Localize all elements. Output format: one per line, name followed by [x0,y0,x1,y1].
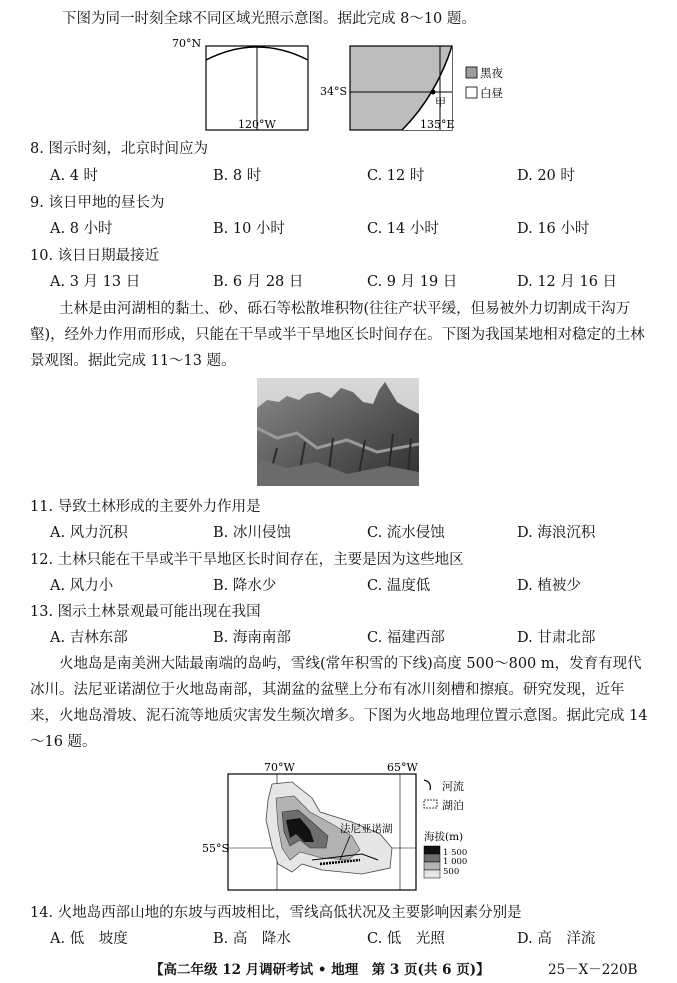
legend-lake: 湖泊 [442,799,464,812]
left-panel [172,37,308,131]
lat-55s: 55°S [202,842,230,855]
map-legend [424,779,467,878]
q12-option-a[interactable]: A. 风力小 [50,578,114,594]
q13-option-d[interactable]: D. 甘肃北部 [517,630,596,646]
illumination-figure [170,36,520,136]
lon-120w: 120°W [238,118,276,131]
lon-70w: 70°W [264,761,295,774]
page-footer: 【高二年级 12 月调研考试 • 地理 第 3 页(共 6 页)】 [150,962,490,978]
question-11-stem: 11. 导致土林形成的主要外力作用是 [30,499,261,515]
q12-option-d[interactable]: D. 植被少 [517,578,581,594]
q10-option-c[interactable]: C. 9 月 19 日 [367,274,458,290]
q14-option-b[interactable]: B. 高 降水 [213,931,291,947]
intro-8-10: 下图为同一时刻全球不同区域光照示意图。据此完成 8～10 题。 [62,11,476,27]
tierra-del-fuego-map [202,760,477,895]
q9-option-b[interactable]: B. 10 小时 [213,221,285,237]
q14-option-c[interactable]: C. 低 光照 [367,931,445,947]
q8-option-d[interactable]: D. 20 时 [517,168,575,184]
question-13-stem: 13. 图示土林景观最可能出现在我国 [30,604,261,620]
q11-option-a[interactable]: A. 风力沉积 [50,525,128,541]
lake-fagnano-label: 法尼亚诺湖 [340,823,393,835]
legend-elev-title: 海拔(m) [424,831,464,843]
q13-option-b[interactable]: B. 海南南部 [213,630,291,646]
q11-option-d[interactable]: D. 海浪沉积 [517,525,596,541]
q13-option-c[interactable]: C. 福建西部 [367,630,445,646]
q10-option-d[interactable]: D. 12 月 16 日 [517,274,618,290]
paragraph-earth-forest: 土林是由河湖相的黏土、砂、砾石等松散堆积物(往往产状平缓，但易被外力切割成干沟万壑)，经外力作用而形成，只能在干旱或半干旱地区长时间存在。下图为我国某地相对稳定的土林景观图。据此完成 11～13 题。 [30,301,645,369]
point-jia: 甲 [435,96,446,109]
q14-option-d[interactable]: D. 高 洋流 [517,931,596,947]
lon-65w: 65°W [387,761,418,774]
page-code: 25－X－220B [548,962,638,978]
legend-river: 河流 [442,780,464,793]
q9-option-a[interactable]: A. 8 小时 [50,221,113,237]
q10-option-a[interactable]: A. 3 月 13 日 [50,274,141,290]
question-14-stem: 14. 火地岛西部山地的东坡与西坡相比，雪线高低状况及主要影响因素分别是 [30,905,522,921]
q8-option-b[interactable]: B. 8 时 [213,168,262,184]
legend-elev-1000: 1 000 [443,857,468,867]
lat-70n: 70°N [172,37,202,50]
q14-option-a[interactable]: A. 低 坡度 [50,931,128,947]
legend-elev-1500: 1 500 [443,848,468,858]
q8-option-c[interactable]: C. 12 时 [367,168,425,184]
q13-option-a[interactable]: A. 吉林东部 [50,630,128,646]
q11-option-b[interactable]: B. 冰川侵蚀 [213,525,291,541]
paragraph-tierra-del-fuego: 火地岛是南美洲大陆最南端的岛屿，雪线(常年积雪的下线)高度 500～800 m，发育有现代冰川。法尼亚诺湖位于火地岛南部，其湖盆的盆壁上分布有冰川刻槽和擦痕。研究发现，近年来，火地岛滑坡、泥石流等地质灾害发生频次增多。下图为火地岛地理位置示意图。据此完成 14～16 题。 [30,656,648,750]
legend-elev-500: 500 [443,867,460,877]
lon-135e: 135°E [420,118,455,131]
question-10-stem: 10. 该日日期最接近 [30,248,160,264]
lat-34s: 34°S [320,85,348,98]
legend [466,66,503,100]
question-12-stem: 12. 土林只能在干旱或半干旱地区长时间存在，主要是因为这些地区 [30,552,464,568]
q8-option-a[interactable]: A. 4 时 [50,168,99,184]
q9-option-d[interactable]: D. 16 小时 [517,221,590,237]
legend-night: 黑夜 [480,66,503,80]
question-9-stem: 9. 该日甲地的昼长为 [30,195,165,211]
q12-option-b[interactable]: B. 降水少 [213,578,277,594]
q9-option-c[interactable]: C. 14 小时 [367,221,439,237]
q12-option-c[interactable]: C. 温度低 [367,578,431,594]
q10-option-b[interactable]: B. 6 月 28 日 [213,274,304,290]
q11-option-c[interactable]: C. 流水侵蚀 [367,525,445,541]
right-panel [320,46,455,131]
legend-day: 白昼 [480,86,503,100]
earth-forest-photo [257,378,419,486]
question-8-stem: 8. 图示时刻，北京时间应为 [30,141,208,157]
